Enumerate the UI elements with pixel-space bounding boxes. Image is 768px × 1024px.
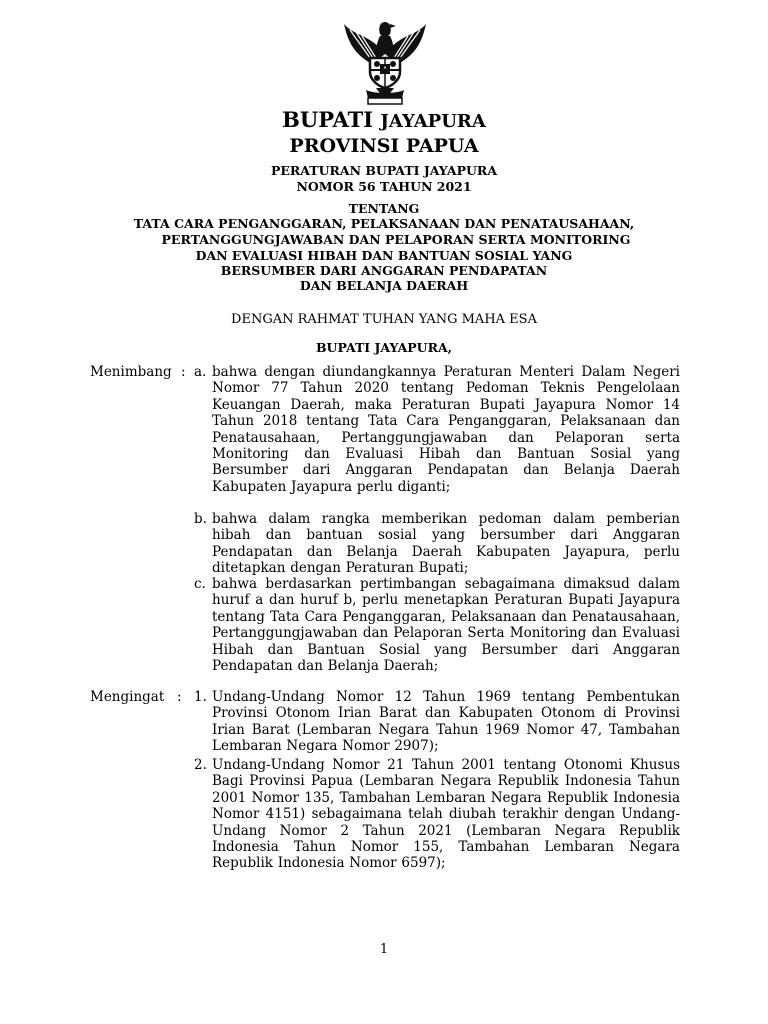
about-label: TENTANG (348, 201, 420, 216)
menimbang-item-a: bahwa dengan diundangkannya Peraturan Menteri Dalam Negeri Nomor 77 Tahun 2020 tentang Pedoman Teknis Pengelolaan Keuangan Daerah, maka Peraturan Bupati Jayapura Nomor 14 Tahun 2018 tentang Tata Cara Penganggaran, Pelaksanaan dan Penatausahaan, Pertanggungjawaban dan Pelaporan serta Monitoring dan Evaluasi Hibah dan Bantuan Sosial yang Bersumber dari Anggaran Pendapatan dan Belanja Daerah Kabupaten Jayapura perlu diganti; (212, 364, 680, 495)
mengingat-marker-1: 1. (194, 689, 207, 705)
regulation-name: PERATURAN BUPATI JAYAPURA (270, 163, 498, 178)
subject-line-5: DAN BELANJA DAERAH (299, 278, 469, 293)
mengingat-item-1: Undang-Undang Nomor 12 Tahun 1969 tentang Pembentukan Provinsi Otonom Irian Barat dan Kabupaten Otonom di Provinsi Irian Barat (Lembaran Negara Tahun 1969 Nomor 47, Tambahan Lembaran Negara Nomor 2907); (212, 689, 680, 755)
regulation-number: NOMOR 56 TAHUN 2021 (296, 179, 472, 194)
menimbang-marker-b: b. (194, 511, 207, 527)
menimbang-marker-c: c. (194, 576, 206, 592)
subject-line-4: BERSUMBER DARI ANGGARAN PENDAPATAN (220, 263, 548, 278)
title-rest: JAYAPURA (380, 111, 486, 132)
menimbang-marker-a: a. (194, 364, 207, 380)
subject-line-3: DAN EVALUASI HIBAH DAN BANTUAN SOSIAL YANG (195, 248, 573, 263)
document-title (0, 107, 768, 135)
mengingat-colon: : (177, 689, 182, 705)
mengingat-item-2: Undang-Undang Nomor 21 Tahun 2001 tentang Otonomi Khusus Bagi Provinsi Papua (Lembaran Negara Republik Indonesia Tahun 2001 Nomor 135, Tambahan Lembaran Negara Republik Indonesia Nomor 4151) sebagaimana telah diubah terakhir dengan Undang-Undang Nomor 2 Tahun 2021 (Lembaran Negara Republik Indonesia Tahun Nomor 155, Tambahan Lembaran Negara Republik Indonesia Nomor 6597); (212, 757, 680, 872)
document-subtitle: PROVINSI PAPUA (289, 135, 479, 157)
menimbang-label: Menimbang (90, 364, 172, 380)
mengingat-marker-2: 2. (194, 757, 207, 773)
garuda-emblem-icon (340, 14, 430, 106)
subject-line-2: PERTANGGUNGJAWABAN DAN PELAPORAN SERTA MONITORING (161, 232, 631, 247)
page-number: 1 (379, 942, 389, 957)
mengingat-label: Mengingat (90, 689, 165, 705)
title-prefix: BUPATI (282, 107, 374, 132)
menimbang-item-c: bahwa berdasarkan pertimbangan sebagaimana dimaksud dalam huruf a dan huruf b, perlu menetapkan Peraturan Bupati Jayapura tentang Tata Cara Penganggaran, Pelaksanaan dan Penatausahaan, Pertanggungjawaban dan Pelaporan Serta Monitoring dan Evaluasi Hibah dan Bantuan Sosial yang Bersumber dari Anggaran Pendapatan dan Belanja Daerah; (212, 576, 680, 675)
menimbang-colon: : (181, 364, 186, 380)
menimbang-item-b: bahwa dalam rangka memberikan pedoman dalam pemberian hibah dan bantuan sosial yang bersumber dari Anggaran Pendapatan dan Belanja Daerah Kabupaten Jayapura, perlu ditetapkan dengan Peraturan Bupati; (212, 511, 680, 577)
subject-line-1: TATA CARA PENGANGGARAN, PELAKSANAAN DAN PENATAUSAHAAN, (133, 216, 635, 231)
invocation: DENGAN RAHMAT TUHAN YANG MAHA ESA (231, 312, 537, 327)
authority-line: BUPATI JAYAPURA, (315, 340, 453, 355)
